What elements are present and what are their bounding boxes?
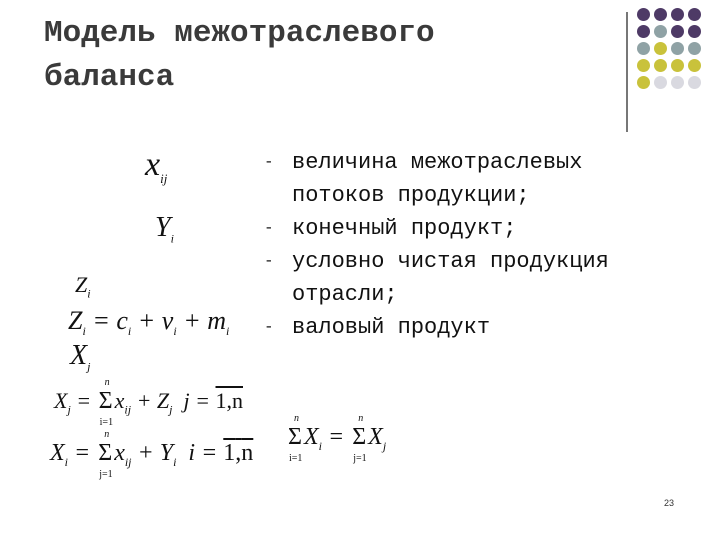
bullet-dash-icon: - [264,219,274,237]
page-number: 23 [664,498,675,508]
formula-total-balance: Σ n i=1 $X_i = \Sigma$ n j=1 $X_j$ [288,413,387,464]
decor-dot [688,59,701,72]
decor-dot [688,8,701,21]
decor-dot [671,76,684,89]
decor-dot [688,42,701,55]
decor-dot [654,8,667,21]
decor-dot [671,25,684,38]
list-item: - величина межотраслевых потоков продукции; [264,146,684,212]
decor-dot [654,42,667,55]
decor-dot [637,59,650,72]
decor-dot [654,25,667,38]
definitions-list [264,146,684,344]
decor-dot [671,42,684,55]
list-item: - конечный продукт; [264,212,684,245]
formula-x-i-balance: $X_i = \Sigma$ n j=1 $x_{ij} + Y_i$ i = 1,n [50,429,254,480]
decor-dot [671,59,684,72]
decor-dot [671,8,684,21]
formula-x-j: $X_j$ [70,340,91,374]
list-item: - валовый продукт [264,311,684,344]
formula-x-j-balance: $X_j = \Sigma$ n i=1 $x_{ij} + Z_j$ j = 1,n [54,377,243,428]
title-line-2: баланса [44,60,175,95]
decor-dot-grid [637,8,701,89]
formula-y-i: $Y_i$ [155,212,174,246]
bullet-dash-icon: - [264,153,274,171]
list-item: - условно чистая продукция отрасли; [264,245,684,311]
formula-z-i: $Z_i$ [75,272,91,301]
bullet-dash-icon: - [264,318,274,336]
bullet-dash-icon: - [264,252,274,270]
decor-divider [626,12,628,132]
decor-dot [688,25,701,38]
slide-title [44,12,584,100]
decor-dot [637,42,650,55]
decor-dot [637,76,650,89]
decor-dot [637,8,650,21]
decor-dot [654,76,667,89]
decor-dot [654,59,667,72]
decor-dot [637,25,650,38]
title-line-1: Модель межотраслевого [44,16,435,51]
formula-z-decomposition: $Z_i = c_i + v_i + m_i$ [68,306,230,339]
formula-x-ij: $x_{ij}$ [145,146,168,186]
decor-dot [688,76,701,89]
